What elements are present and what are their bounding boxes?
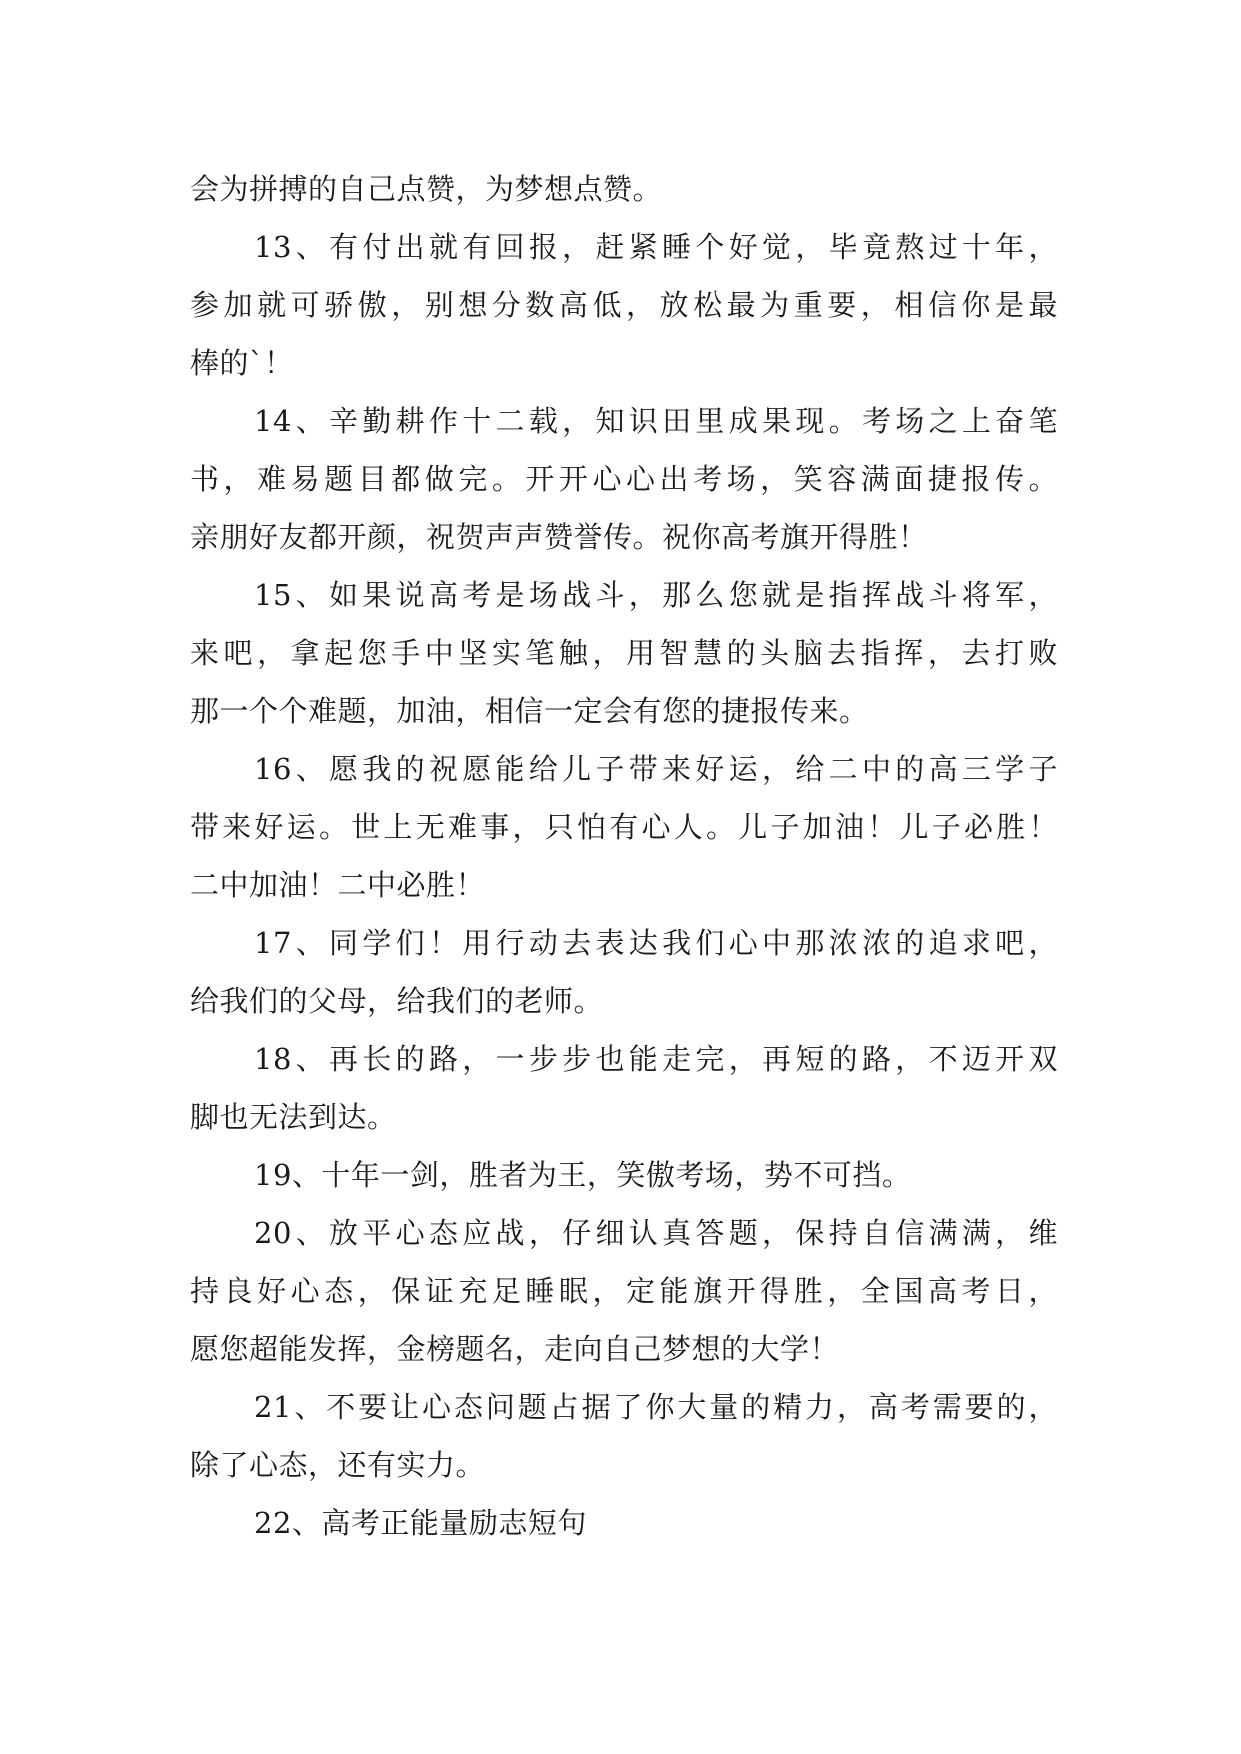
text-line: 20、放平心态应战，仔细认真答题，保持自信满满，维 (254, 1216, 1058, 1250)
text-line: 脚也无法到达。 (190, 1100, 397, 1134)
text-line: 棒的`！ (190, 346, 294, 380)
text-line: 19、十年一剑，胜者为王，笑傲考场，势不可挡。 (254, 1158, 912, 1192)
text-line: 来吧，拿起您手中坚实笔触，用智慧的头脑去指挥，去打败 (190, 636, 1058, 670)
text-line: 14、辛勤耕作十二载，知识田里成果现。考场之上奋笔 (254, 404, 1058, 438)
text-line: 22、高考正能量励志短句 (254, 1506, 587, 1540)
text-line: 给我们的父母，给我们的老师。 (190, 984, 604, 1018)
text-line: 21、不要让心态问题占据了你大量的精力，高考需要的， (254, 1390, 1058, 1424)
text-line: 亲朋好友都开颜，祝贺声声赞誉传。祝你高考旗开得胜！ (190, 520, 928, 554)
text-line: 15、如果说高考是场战斗，那么您就是指挥战斗将军， (254, 578, 1058, 612)
text-line: 带来好运。世上无难事，只怕有心人。儿子加油！儿子必胜！ (190, 810, 1058, 844)
text-line: 17、同学们！用行动去表达我们心中那浓浓的追求吧， (254, 926, 1058, 960)
text-line: 持良好心态，保证充足睡眠，定能旗开得胜，全国高考日， (190, 1274, 1058, 1308)
text-line: 16、愿我的祝愿能给儿子带来好运，给二中的高三学子 (254, 752, 1058, 786)
text-line: 愿您超能发挥，金榜题名，走向自己梦想的大学！ (190, 1332, 840, 1366)
text-line: 参加就可骄傲，别想分数高低，放松最为重要，相信你是最 (190, 288, 1058, 322)
text-line: 13、有付出就有回报，赶紧睡个好觉，毕竟熬过十年， (254, 230, 1058, 264)
text-line: 除了心态，还有实力。 (190, 1448, 486, 1482)
text-line: 18、再长的路，一步步也能走完，再短的路，不迈开双 (254, 1042, 1058, 1076)
text-line: 书，难易题目都做完。开开心心出考场，笑容满面捷报传。 (190, 462, 1058, 496)
text-line: 那一个个难题，加油，相信一定会有您的捷报传来。 (190, 694, 869, 728)
text-line: 会为拼搏的自己点赞，为梦想点赞。 (190, 172, 663, 206)
document-body (190, 160, 1058, 1552)
text-line: 二中加油！二中必胜！ (190, 868, 486, 902)
